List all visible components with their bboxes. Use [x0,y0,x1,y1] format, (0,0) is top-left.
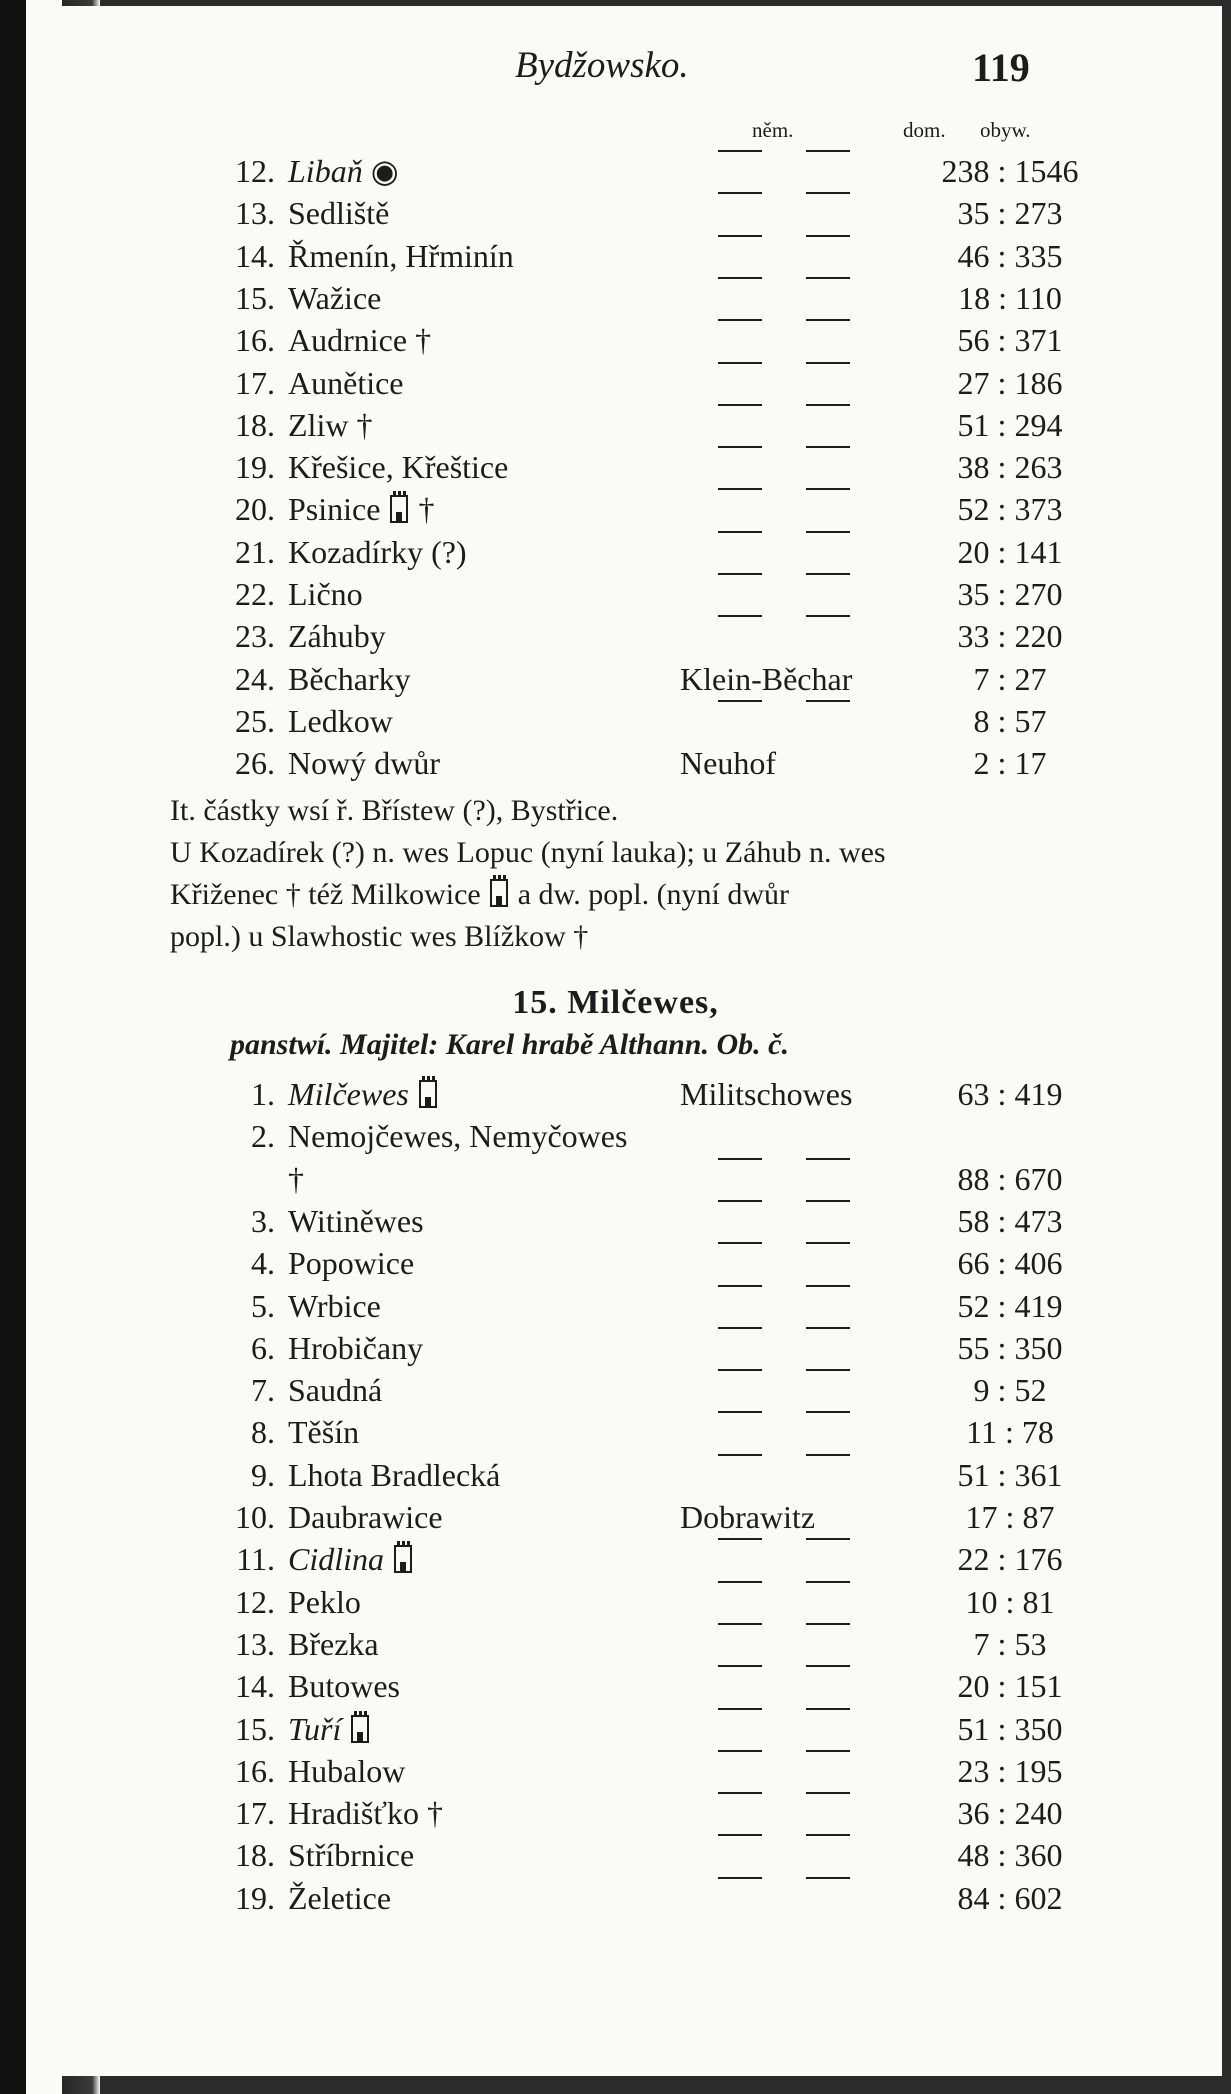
place-name [288,1454,500,1496]
note-line-3 [170,874,1050,916]
place-name [288,235,514,277]
row-number: 16. [235,1752,275,1789]
place-name-text: Kozadírky (?) [288,533,467,570]
row-number: 15. [235,1710,275,1747]
place-name [288,404,372,446]
ditto-dash [806,446,850,448]
ditto-dash [718,1708,762,1710]
row-number: 8. [251,1414,275,1451]
house-population-count: 22 : 176 [957,1541,1063,1578]
row-number: 13. [235,1625,275,1662]
table-row [0,1411,1231,1453]
ditto-dash [806,1454,850,1456]
table-row [0,362,1231,404]
place-name-text: Wažice [288,279,382,316]
ditto-dash [806,1538,850,1540]
house-population-count: 48 : 360 [957,1837,1063,1874]
ditto-dash [806,488,850,490]
house-population-count: 52 : 419 [957,1287,1063,1324]
ditto-dash [718,488,762,490]
place-name-text: Nemojčewes, Nemyčowes [288,1118,628,1155]
table-row [0,1792,1231,1834]
row-number: 15. [235,279,275,316]
table-row [0,615,1231,657]
place-name-text: Psinice [288,491,381,528]
place-name-text: Těšín [288,1414,360,1451]
table-row [0,1327,1231,1369]
ditto-dash [806,1623,850,1625]
place-name [288,1792,443,1834]
place-name-text: Zliw † [288,406,373,443]
place-name [288,446,508,488]
row-number: 3. [251,1202,275,1239]
ditto-dash [806,1327,850,1329]
ditto-dash [718,700,762,702]
place-name [288,573,363,615]
running-header-title: Bydžowsko. [515,45,689,86]
place-name [288,1581,361,1623]
ditto-dash [718,1581,762,1583]
note-line-3b: a dw. popl. (nyní dwůr [517,878,790,911]
row-number: 19. [235,1879,275,1916]
table-row [0,658,1231,700]
table-row [0,1750,1231,1792]
place-name-text: Saudná [288,1372,383,1409]
place-name [288,700,393,742]
table-row [0,235,1231,277]
place-name-text: Aunětice [288,364,404,401]
table-row [0,1623,1231,1665]
section-heading: 15. Milčewes, [512,984,719,1021]
table-row [0,1877,1231,1919]
table-row [0,573,1231,615]
ditto-dash [806,531,850,533]
house-population-count: 84 : 602 [957,1879,1063,1916]
ditto-dash [718,192,762,194]
ditto-dash [718,1792,762,1794]
table-row [0,319,1231,361]
ditto-dash [806,277,850,279]
place-name-text: Stříbrnice [288,1837,415,1874]
place-name [288,1200,424,1242]
row-number: 25. [235,702,275,739]
table-row [0,1454,1231,1496]
place-name-text: Sedliště [288,195,390,232]
castle-icon [388,490,410,524]
ditto-dash [718,573,762,575]
place-name-text: Daubrawice [288,1499,443,1535]
row-number: 1. [251,1076,275,1112]
house-population-count: 52 : 373 [957,491,1063,528]
row-number: 20. [235,491,275,528]
ditto-dash [718,150,762,152]
ditto-dash [718,1750,762,1752]
ditto-dash [806,1369,850,1371]
place-name-text: Běcharky [288,660,411,697]
place-name-text: Hradišťko † [288,1795,443,1832]
house-population-count: 88 : 670 [957,1160,1063,1197]
house-population-count: 46 : 335 [957,237,1063,274]
ditto-dash [718,1411,762,1413]
ditto-dash [806,1581,850,1583]
ditto-dash [806,235,850,237]
place-name [288,1834,414,1876]
table-row [0,742,1231,784]
place-name [288,1242,414,1284]
house-population-count: 51 : 361 [957,1456,1063,1493]
ditto-dash [718,1285,762,1287]
ditto-dash [718,1538,762,1540]
ditto-dash [718,615,762,617]
table-row [0,1369,1231,1411]
place-name [288,319,431,361]
place-name [288,1665,400,1707]
house-population-count: 35 : 273 [957,195,1063,232]
ditto-dash [718,1454,762,1456]
house-population-count: 23 : 195 [957,1752,1063,1789]
row-number: 5. [251,1287,275,1324]
table-row [0,277,1231,319]
table-row [0,192,1231,234]
row-number: 24. [235,660,275,697]
german-name: Dobrawitz [680,1499,816,1535]
table-row [0,150,1231,192]
place-name-text: Milčewes [288,1076,409,1112]
german-name: Klein-Běchar [680,660,853,697]
place-name [288,1327,423,1369]
house-population-count: 51 : 350 [957,1710,1063,1747]
note-line-1: It. částky wsí ř. Břístew (?), Bystřice. [170,794,619,827]
castle-icon [392,1540,414,1574]
cross-icon: † [410,491,435,528]
house-population-count: 51 : 294 [957,406,1063,443]
place-name-text: Lično [288,576,363,612]
ditto-dash [718,404,762,406]
place-name-text: Hubalow [288,1752,406,1789]
row-number: 18. [235,406,275,443]
place-name-text: Popowice [288,1245,415,1282]
column-header-dom: dom. [903,118,946,142]
place-name [288,531,467,573]
place-name-text: Březka [288,1625,379,1662]
house-population-count: 7 : 53 [973,1625,1047,1662]
ditto-dash [718,362,762,364]
place-name-text: Nowý dwůr [288,745,440,782]
table-row [0,446,1231,488]
ditto-dash [806,1877,850,1879]
place-name-text: Tuří [288,1710,342,1747]
place-name [288,1496,443,1538]
ditto-dash [718,277,762,279]
house-population-count: 2 : 17 [973,745,1047,782]
house-population-count: 27 : 186 [957,364,1063,401]
house-population-count: 20 : 141 [957,533,1063,570]
house-population-count: 66 : 406 [957,1245,1063,1282]
place-name-text: Hrobičany [288,1329,424,1366]
house-population-count: 9 : 52 [973,1372,1047,1409]
ditto-dash [806,615,850,617]
place-name [288,1750,405,1792]
table-row [0,1285,1231,1327]
row-number: 17. [235,1795,275,1832]
table-row [0,404,1231,446]
table-row [0,1665,1231,1707]
ditto-dash [806,404,850,406]
place-name-text: Wrbice [288,1287,381,1324]
row-number: 14. [235,1668,275,1705]
place-name [288,1877,391,1919]
table-row [0,531,1231,573]
place-name-text: Butowes [288,1668,400,1705]
place-name [288,1623,379,1665]
house-population-count: 8 : 57 [973,702,1047,739]
place-name-text: Peklo [288,1583,361,1620]
row-number: 10. [235,1499,275,1535]
ditto-dash [718,1665,762,1667]
ditto-dash [806,1834,850,1836]
place-name-text: Ledkow [288,702,393,739]
place-name [288,192,389,234]
castle-icon [349,1710,371,1744]
table-row [0,1538,1231,1580]
table-row [0,1158,1231,1200]
section-subtitle: panstwí. Majitel: Karel hrabě Althann. Ob. č. [230,1028,789,1061]
note-line-2: U Kozadírek (?) n. wes Lopuc (nyní lauka); u Záhub n. wes [170,836,886,869]
place-name [288,488,434,530]
row-number: 12. [235,153,275,189]
ditto-dash [806,700,850,702]
place-name-text: Řmenín, Hřminín [288,237,514,274]
column-header-nem: něm. [752,118,794,142]
place-name [288,277,381,319]
place-name-text: Audrnice † [288,322,432,359]
place-name [288,150,399,192]
house-population-count: 55 : 350 [957,1329,1063,1366]
house-population-count: 58 : 473 [957,1202,1063,1239]
row-number: 4. [251,1245,275,1282]
ditto-dash [718,1623,762,1625]
ditto-dash [806,319,850,321]
row-number: 6. [251,1329,275,1366]
row-number: 17. [235,364,275,401]
ditto-dash [718,1327,762,1329]
house-population-count: 18 : 110 [958,279,1062,316]
place-name-text: Libaň ◉ [288,153,399,189]
house-population-count: 36 : 240 [957,1795,1063,1832]
house-population-count: 38 : 263 [957,449,1063,486]
ditto-dash [806,362,850,364]
german-name: Militschowes [680,1076,853,1112]
note-line-4: popl.) u Slawhostic wes Blížkow † [170,920,589,953]
ditto-dash [806,1792,850,1794]
table-row [0,488,1231,530]
page-number: 119 [972,45,1030,90]
castle-icon [417,1075,439,1109]
table-row [0,1200,1231,1242]
row-number: 26. [235,745,275,782]
ditto-dash [718,1158,762,1160]
place-name [288,615,386,657]
place-name [288,1369,382,1411]
ditto-dash [806,192,850,194]
ditto-dash [806,1708,850,1710]
ditto-dash [718,1834,762,1836]
row-number: 22. [235,576,275,612]
table-row [0,700,1231,742]
ditto-dash [718,1242,762,1244]
place-name [288,362,404,404]
note-line-3a: Křiženec † též Milkowice [170,878,481,911]
place-name-text: Lhota Bradlecká [288,1456,501,1493]
row-number: 9. [251,1456,275,1493]
place-name [288,1411,359,1453]
table-row [0,1073,1231,1115]
ditto-dash [718,531,762,533]
house-population-count: 56 : 371 [957,322,1063,359]
ditto-dash [806,1242,850,1244]
place-name-text: † [288,1160,304,1197]
place-name [288,1285,381,1327]
table-row [0,1242,1231,1284]
place-name-text: Křešice, Křeštice [288,449,509,486]
place-name-text: Witiněwes [288,1202,424,1239]
row-number: 19. [235,449,275,486]
row-number: 18. [235,1837,275,1874]
house-population-count: 7 : 27 [973,660,1047,697]
ditto-dash [718,319,762,321]
row-number: 21. [235,533,275,570]
place-name-text: Želetice [288,1879,392,1916]
ditto-dash [806,150,850,152]
table-row [0,1708,1231,1750]
row-number: 12. [235,1583,275,1620]
house-population-count: 238 : 1546 [941,153,1079,189]
row-number: 2. [251,1118,275,1155]
ditto-dash [718,1200,762,1202]
place-name [288,1708,371,1750]
ditto-dash [806,1200,850,1202]
row-number: 14. [235,237,275,274]
table-row [0,1496,1231,1538]
ditto-dash [806,1750,850,1752]
ditto-dash [806,1285,850,1287]
place-name [288,1073,439,1115]
castle-icon [488,874,510,908]
german-name: Neuhof [680,745,776,782]
house-population-count: 63 : 419 [957,1076,1063,1112]
place-name-text: Záhuby [288,618,386,655]
place-name [288,1115,627,1157]
row-number: 16. [235,322,275,359]
ditto-dash [806,1411,850,1413]
ditto-dash [718,1369,762,1371]
house-population-count: 11 : 78 [966,1414,1054,1451]
house-population-count: 35 : 270 [957,576,1063,612]
ditto-dash [718,235,762,237]
house-population-count: 20 : 151 [957,1668,1063,1705]
ditto-dash [718,1877,762,1879]
house-population-count: 10 : 81 [965,1583,1055,1620]
house-population-count: 17 : 87 [965,1499,1055,1535]
column-header-obyw: obyw. [980,118,1031,142]
row-number: 23. [235,618,275,655]
row-number: 11. [236,1541,275,1578]
house-population-count: 33 : 220 [957,618,1063,655]
place-name [288,1538,414,1580]
place-name [288,742,440,784]
ditto-dash [806,1158,850,1160]
ditto-dash [718,446,762,448]
table-row [0,1834,1231,1876]
table-row [0,1115,1231,1157]
place-name-text: Cidlina [288,1541,385,1578]
place-name [288,658,411,700]
row-number: 7. [251,1372,275,1409]
ditto-dash [806,573,850,575]
ditto-dash [806,1665,850,1667]
table-row [0,1581,1231,1623]
place-name [288,1158,304,1200]
row-number: 13. [235,195,275,232]
